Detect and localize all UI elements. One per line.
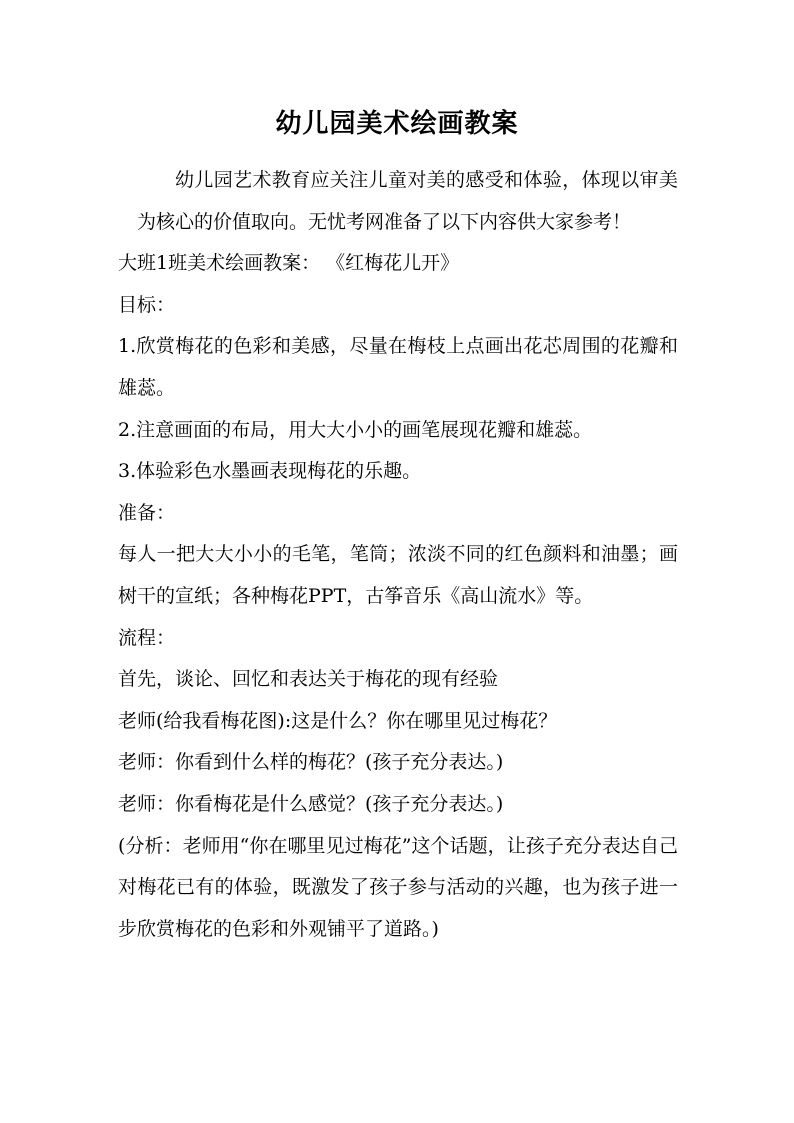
goal-item-2: 2.注意画面的布局，用大大小小的画笔展现花瓣和雄蕊。 bbox=[118, 418, 593, 441]
goal-item-1: 1.欣赏梅花的色彩和美感，尽量在梅枝上点画出花芯周围的花瓣和雄蕊。 bbox=[118, 335, 678, 399]
document-title: 幼儿园美术绘画教案 bbox=[275, 109, 519, 139]
intro-paragraph: 幼儿园艺术教育应关注儿童对美的感受和体验，体现以审美为核心的价值取向。无忧考网准备了以下内容供大家参考！ bbox=[137, 169, 678, 233]
analysis-paragraph: (分析：老师用“你在哪里见过梅花”这个话题，让孩子充分表达自己对梅花已有的体验，既激发了孩子参与活动的兴趣，也为孩子进一步欣赏梅花的色彩和外观铺平了道路。) bbox=[118, 834, 678, 940]
document-body bbox=[118, 160, 678, 950]
dialogue-line-2: 老师：你看到什么样的梅花？(孩子充分表达。) bbox=[118, 751, 504, 774]
preparation-paragraph: 每人一把大大小小的毛笔，笔筒；浓淡不同的红色颜料和油墨；画树干的宣纸；各种梅花PPT，古筝音乐《高山流水》等。 bbox=[118, 543, 678, 607]
preparation-heading: 准备： bbox=[118, 501, 176, 524]
dialogue-line-1: 老师(给我看梅花图):这是什么？你在哪里见过梅花？ bbox=[118, 709, 558, 732]
dialogue-line-3: 老师：你看梅花是什么感觉？(孩子充分表达。) bbox=[118, 792, 504, 815]
process-heading: 流程： bbox=[118, 626, 176, 649]
goal-item-3: 3.体验彩色水墨画表现梅花的乐趣。 bbox=[118, 460, 422, 483]
lesson-heading: 大班1班美术绘画教案： 《红梅花儿开》 bbox=[118, 252, 460, 275]
goals-heading: 目标： bbox=[118, 293, 176, 316]
process-step-1: 首先，谈论、回忆和表达关于梅花的现有经验 bbox=[118, 668, 499, 691]
